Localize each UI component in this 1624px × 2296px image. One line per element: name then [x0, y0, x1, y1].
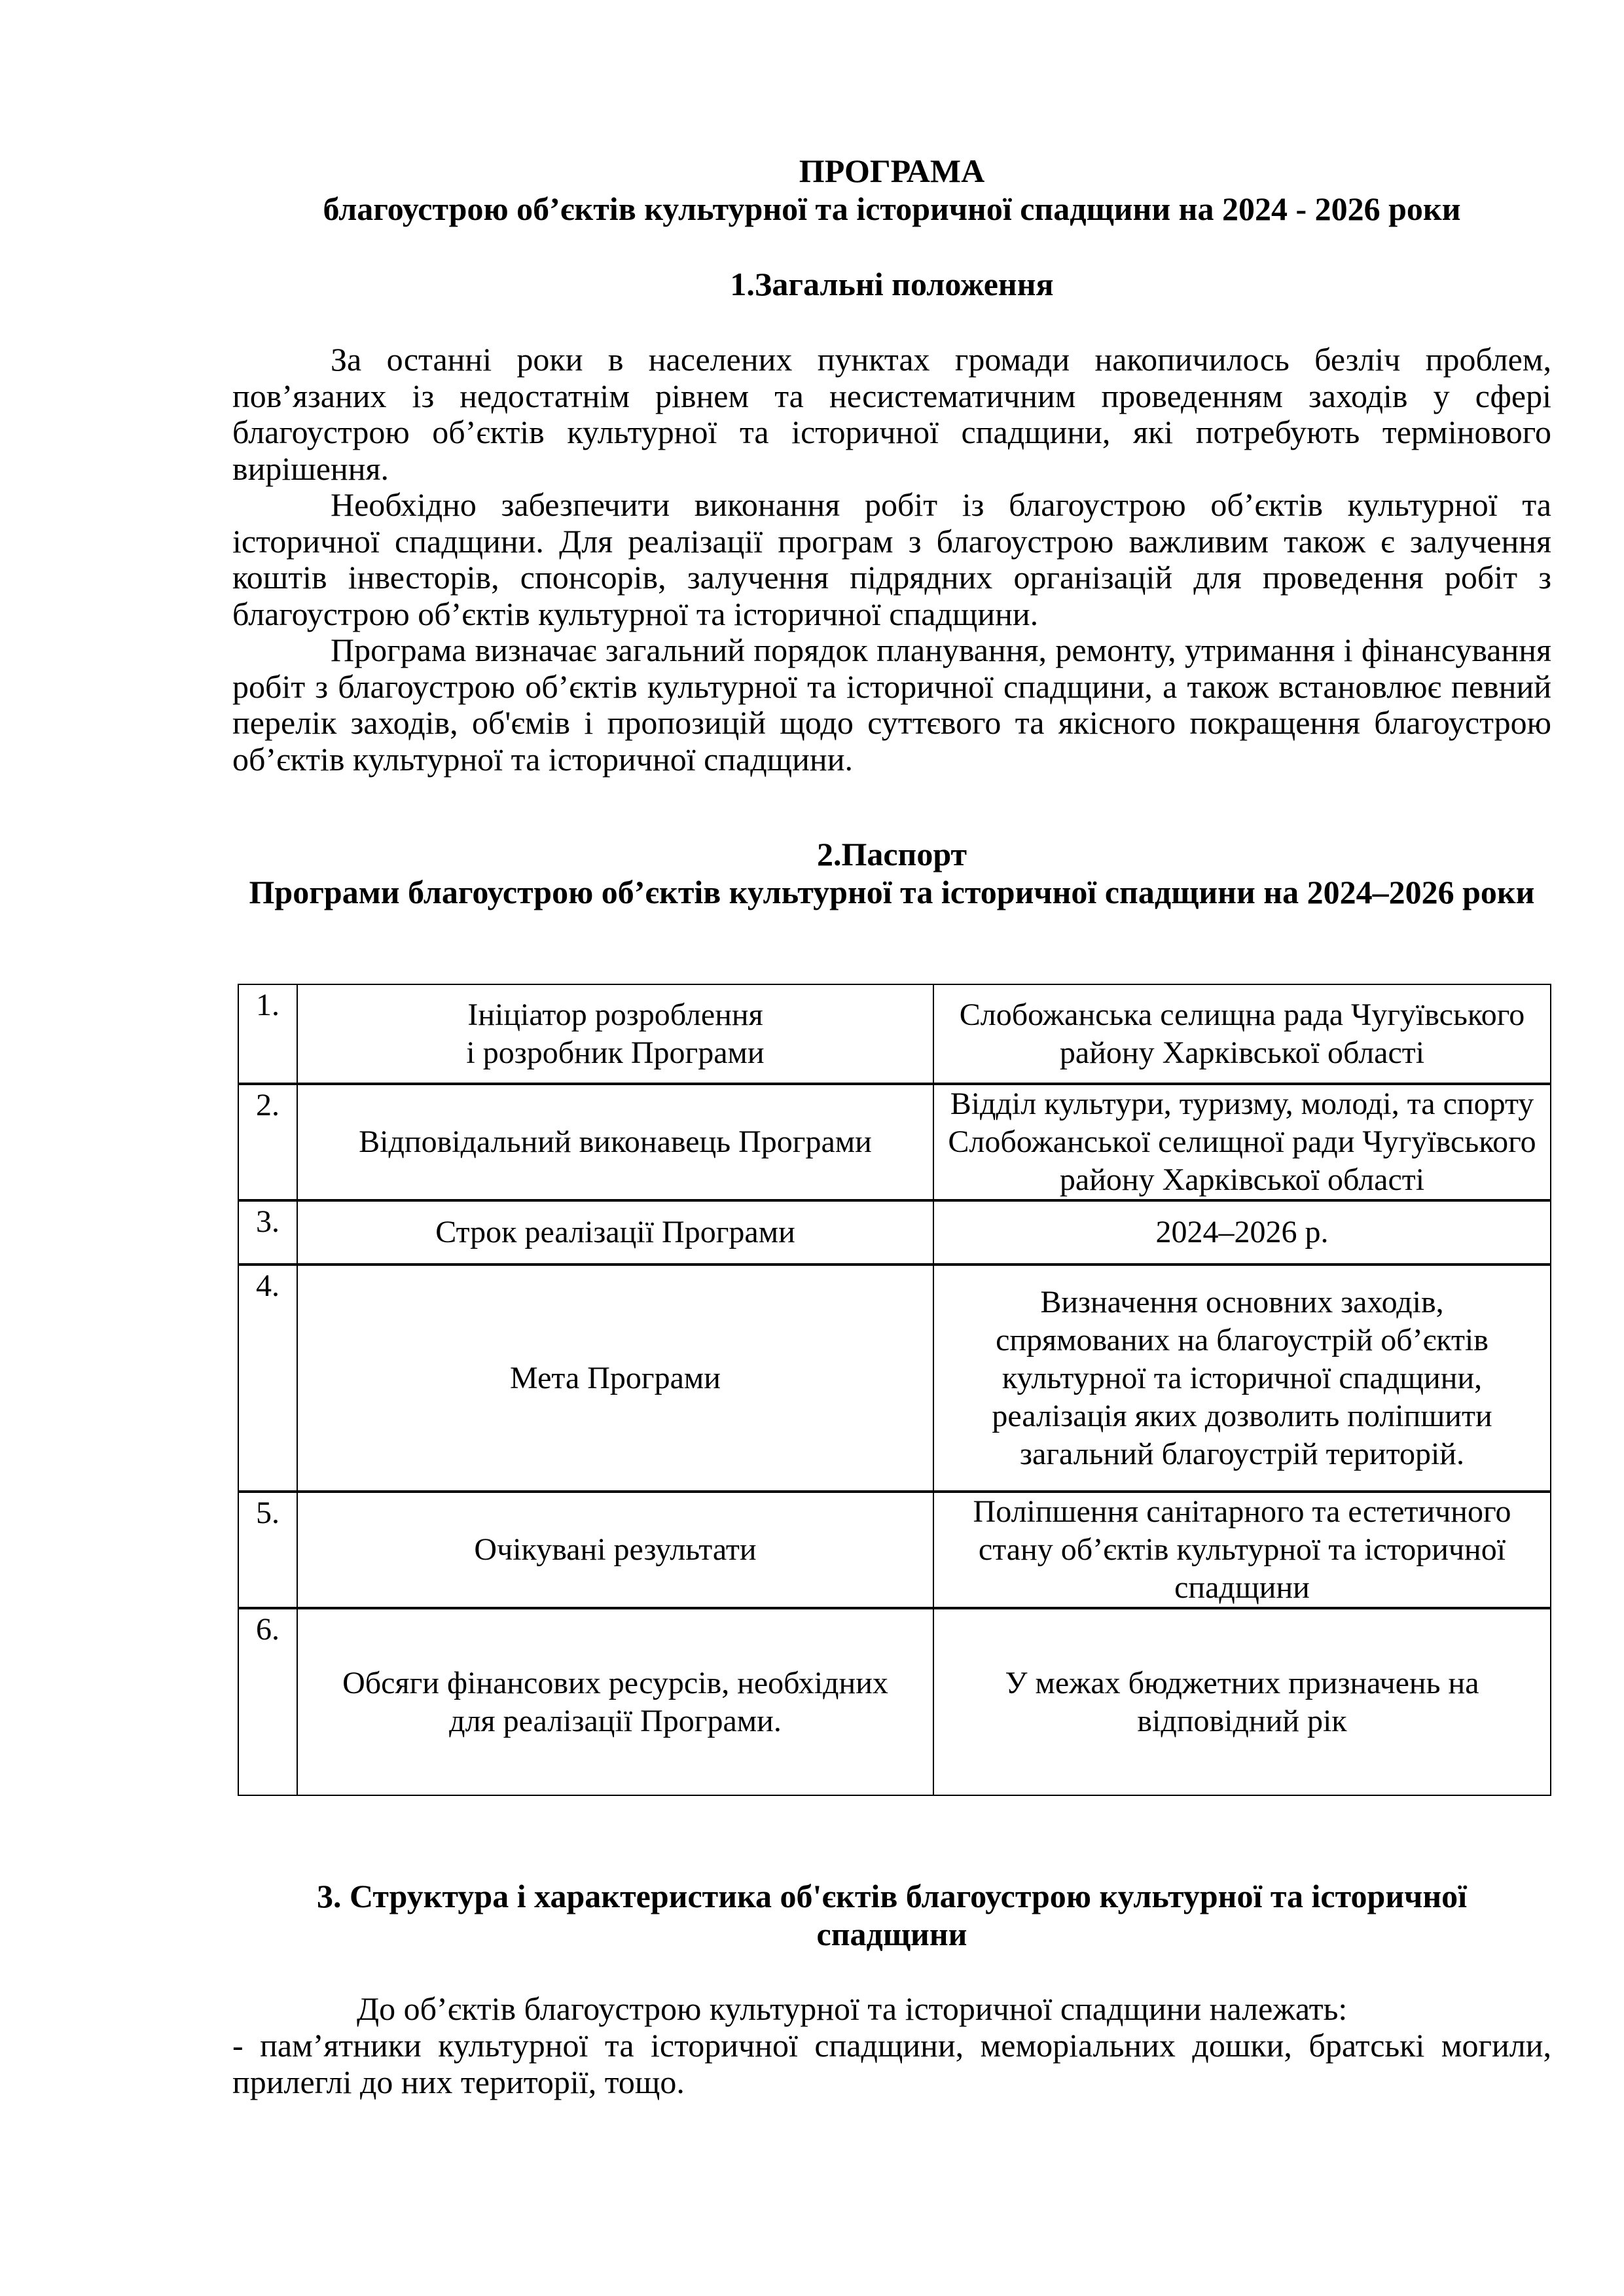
- row-number: 6.: [238, 1608, 297, 1795]
- section2-heading: 2.Паспорт: [816, 836, 967, 872]
- section1-paragraph-1: За останні роки в населених пунктах громади накопичилось безліч проблем, пов’язаних із недостатнім рівнем та несистематичним проведенням заходів у сфері благоустрою об’єктів культурної та історичної спадщини, які потребують термінового вирішення.: [232, 341, 1551, 487]
- table-row: [238, 1608, 1551, 1795]
- table-row: [238, 984, 1551, 1084]
- table-row: [238, 1492, 1551, 1608]
- row-label: Ініціатор розроблення і розробник Програми: [297, 984, 933, 1084]
- row-label: Відповідальний виконавець Програми: [297, 1084, 933, 1200]
- table-row: [238, 1200, 1551, 1265]
- row-number: 1.: [238, 984, 297, 1084]
- row-number: 3.: [238, 1200, 297, 1265]
- row-value: У межах бюджетних призначень на відповідний рік: [933, 1608, 1551, 1795]
- row-number: 4.: [238, 1265, 297, 1492]
- table-row: [238, 1084, 1551, 1200]
- passport-table: [238, 984, 1551, 1796]
- table-row: [238, 1265, 1551, 1492]
- section2-subheading: Програми благоустрою об’єктів культурної та історичної спадщини на 2024–2026 роки: [249, 874, 1535, 910]
- section1-paragraph-2: Необхідно забезпечити виконання робіт із благоустрою об’єктів культурної та історичної спадщини. Для реалізації програм з благоустрою важливим також є залучення коштів інвесторів, спонсорів, залучення підрядних організацій для проведення робіт з благоустрою об’єктів культурної та історичної спадщини.: [232, 486, 1551, 632]
- section3-heading-line1: 3. Структура і характеристика об'єктів благоустрою культурної та історичної: [316, 1878, 1468, 1914]
- section3-intro: До об’єктів благоустрою культурної та історичної спадщини належать:: [357, 1990, 1348, 2027]
- section3-bullet: - пам’ятники культурної та історичної спадщини, меморіальних дошки, братські могили, прилеглі до них території, тощо.: [232, 2027, 1551, 2100]
- row-value: Слобожанська селищна рада Чугуївського району Харківської області: [933, 984, 1551, 1084]
- row-value: 2024–2026 р.: [933, 1200, 1551, 1265]
- row-value: Визначення основних заходів, спрямованих на благоустрій об’єктів культурної та історичної спадщини, реалізація яких дозволить поліпшити загальний благоустрій територій.: [933, 1265, 1551, 1492]
- section1-heading: 1.Загальні положення: [730, 266, 1054, 302]
- row-label: Очікувані результати: [297, 1492, 933, 1608]
- document-subtitle: благоустрою об’єктів культурної та історичної спадщини на 2024 - 2026 роки: [323, 190, 1461, 227]
- section1-paragraph-3: Програма визначає загальний порядок планування, ремонту, утримання і фінансування робіт з благоустрою об’єктів культурної та історичної спадщини, а також встановлює певний перелік заходів, об'ємів і пропозицій щодо суттєвого та якісного покращення благоустрою об’єктів культурної та історичної спадщини.: [232, 632, 1551, 778]
- row-value: Відділ культури, туризму, молоді, та спорту Слобожанської селищної ради Чугуївського району Харківської області: [933, 1084, 1551, 1200]
- row-value: Поліпшення санітарного та естетичного стану об’єктів культурної та історичної спадщини: [933, 1492, 1551, 1608]
- row-label: Обсяги фінансових ресурсів, необхідних для реалізації Програми.: [297, 1608, 933, 1795]
- row-label: Мета Програми: [297, 1265, 933, 1492]
- row-number: 2.: [238, 1084, 297, 1200]
- row-label: Строк реалізації Програми: [297, 1200, 933, 1265]
- document-title: ПРОГРАМА: [799, 152, 985, 189]
- row-number: 5.: [238, 1492, 297, 1608]
- section3-heading-line2: спадщини: [816, 1916, 967, 1952]
